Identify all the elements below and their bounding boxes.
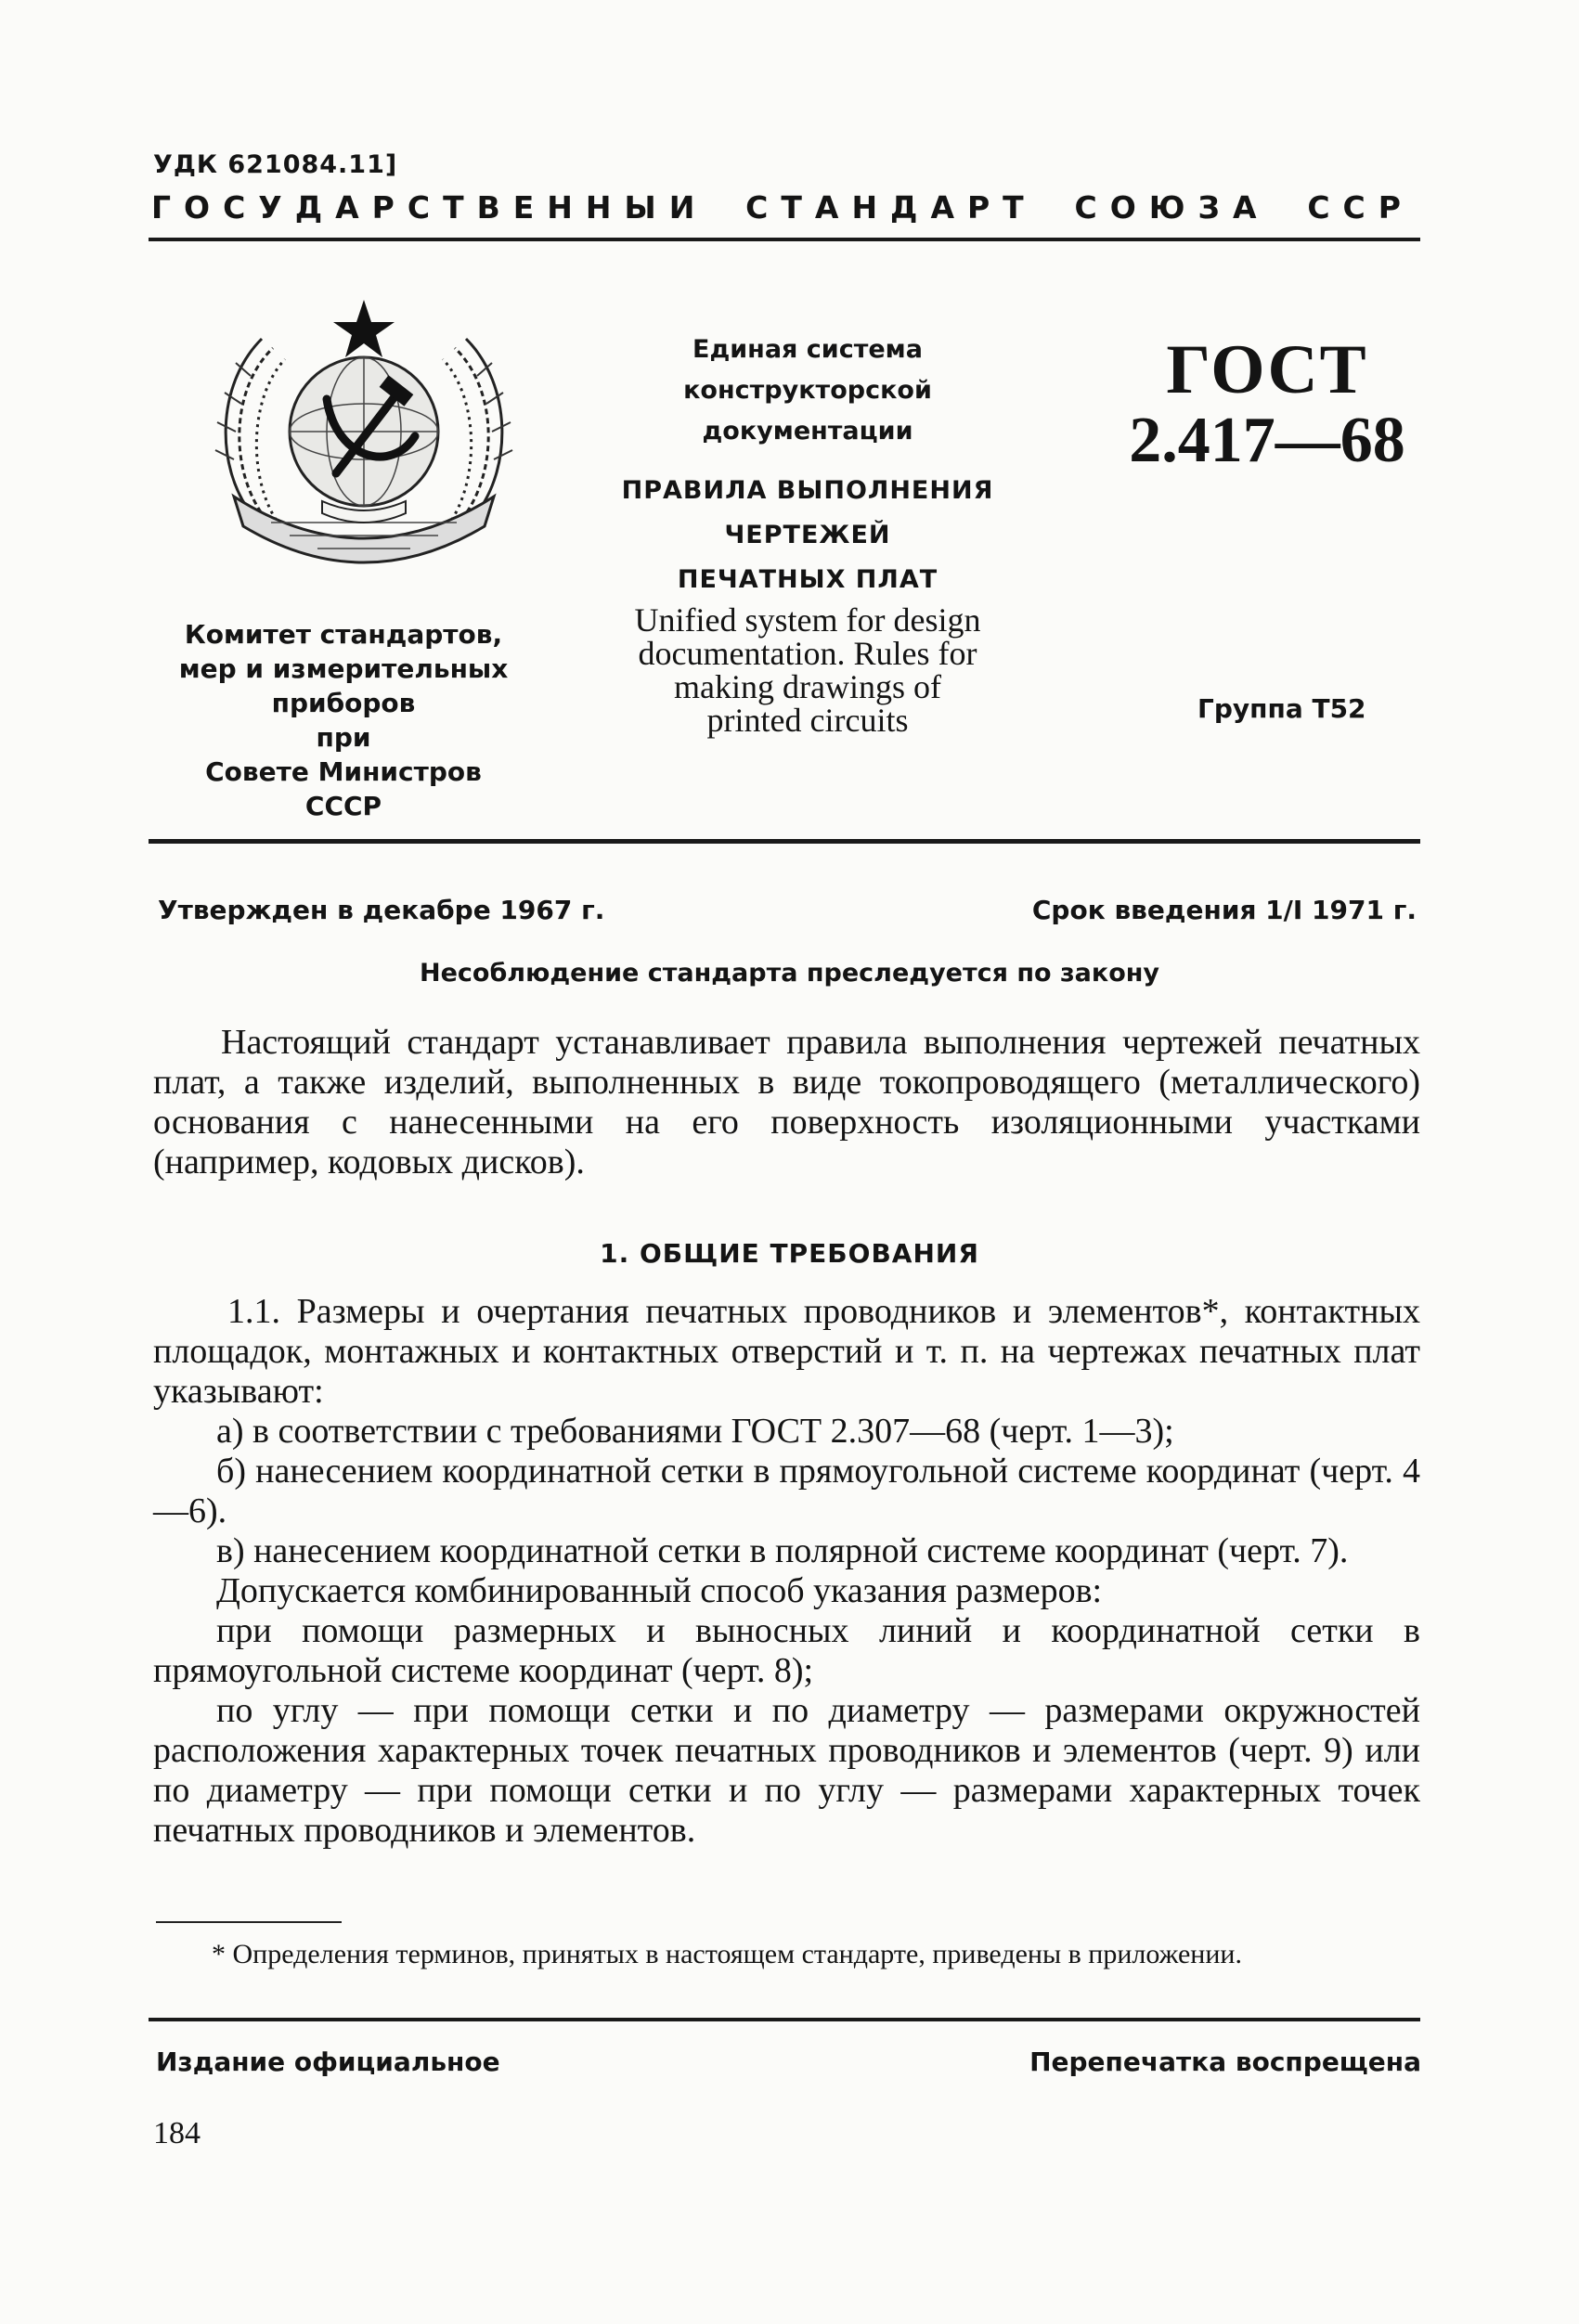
title-ru-line: ЧЕРТЕЖЕЙ [724,521,891,549]
committee-line: Совете Министров [205,756,482,787]
state-standard-header [151,189,1414,226]
allowed-paragraph: Допускается комбинированный способ указания размеров: [216,1571,1103,1610]
middle-divider [149,839,1420,844]
approval-date: Утвержден в декабре 1967 г. [158,895,605,925]
committee-block [153,617,534,823]
paragraph-1-1: 1.1. Размеры и очертания печатных проводников и элементов*, контактных площадок, монтажных и контактных отверстий и т. п. на чертежах печатных плат указывают: [153,1292,1420,1411]
system-line: Единая система [692,335,923,364]
committee-line: мер и измерительных [178,653,509,684]
system-name [576,329,1040,452]
header-word: СОЮЗА [1074,189,1270,226]
committee-line: Комитет стандартов, [184,619,503,650]
title-russian [576,469,1040,602]
title-ru-line: ПЕЧАТНЫХ ПЛАТ [677,565,938,594]
list-item-b: б) нанесением координатной сетки в прямоугольной системе координат (черт. 4—6). [153,1452,1420,1530]
method-1: при помощи размерных и выносных линий и координатной сетки в прямоугольной системе координат (черт. 8); [153,1611,1420,1690]
committee-line: приборов [271,688,416,718]
edition-note: Издание официальное [156,2046,500,2077]
header-word: ГОСУДАРСТВЕННЫИ [151,189,708,226]
top-divider [149,238,1420,241]
system-line: конструкторской [683,376,932,405]
bottom-divider [149,2018,1420,2021]
committee-line: при [316,722,371,753]
footnote-divider [156,1921,342,1923]
header-word: СТАНДАРТ [745,189,1037,226]
reprint-note: Перепечатка воспрещена [1029,2046,1421,2077]
gost-label: ГОСТ [1166,331,1368,408]
title-en-line: making drawings of [674,668,941,705]
ussr-emblem-icon [197,283,531,589]
effective-date: Срок введения 1/I 1971 г. [1031,895,1417,925]
title-en-line: printed circuits [706,702,909,739]
method-2: по углу — при помощи сетки и по диаметру — размерами окружностей расположения характерных точек печатных проводников и элементов (черт. 9) или по диаметру — при помощи сетки и по углу — размерами характерных точек печатных проводников и элементов. [153,1691,1420,1850]
gost-number: 2.417—68 [1129,405,1405,476]
title-en-line: Unified system for design [634,601,981,639]
system-line: документации [702,417,913,445]
law-notice: Несоблюдение стандарта преследуется по закону [419,959,1160,988]
footnote: * Определения терминов, принятых в настоящем стандарте, приведены в приложении. [212,1939,1242,1969]
list-item-c: в) нанесением координатной сетки в полярной системе координат (черт. 7). [216,1531,1349,1570]
section-body [153,1292,1420,1851]
udk-code: УДК 621084.11] [153,150,398,179]
page-number: 184 [153,2116,201,2150]
title-ru-line: ПРАВИЛА ВЫПОЛНЕНИЯ [621,476,994,505]
group-code: Группа Т52 [1197,693,1366,724]
intro-paragraph: Настоящий стандарт устанавливает правила выполнения чертежей печатных плат, а также изделий, выполненных в виде токопроводящего (металлического) основания с нанесенными на его поверхность изоляционными участками (например, кодовых дисков). [153,1023,1420,1181]
section-heading: 1. ОБЩИЕ ТРЕБОВАНИЯ [600,1238,979,1269]
committee-line: СССР [304,791,382,821]
list-item-a: а) в соответствии с требованиями ГОСТ 2.307—68 (черт. 1—3); [216,1412,1174,1451]
title-en-line: documentation. Rules for [638,635,977,672]
title-english [576,603,1040,737]
header-word: ССР [1307,189,1414,226]
